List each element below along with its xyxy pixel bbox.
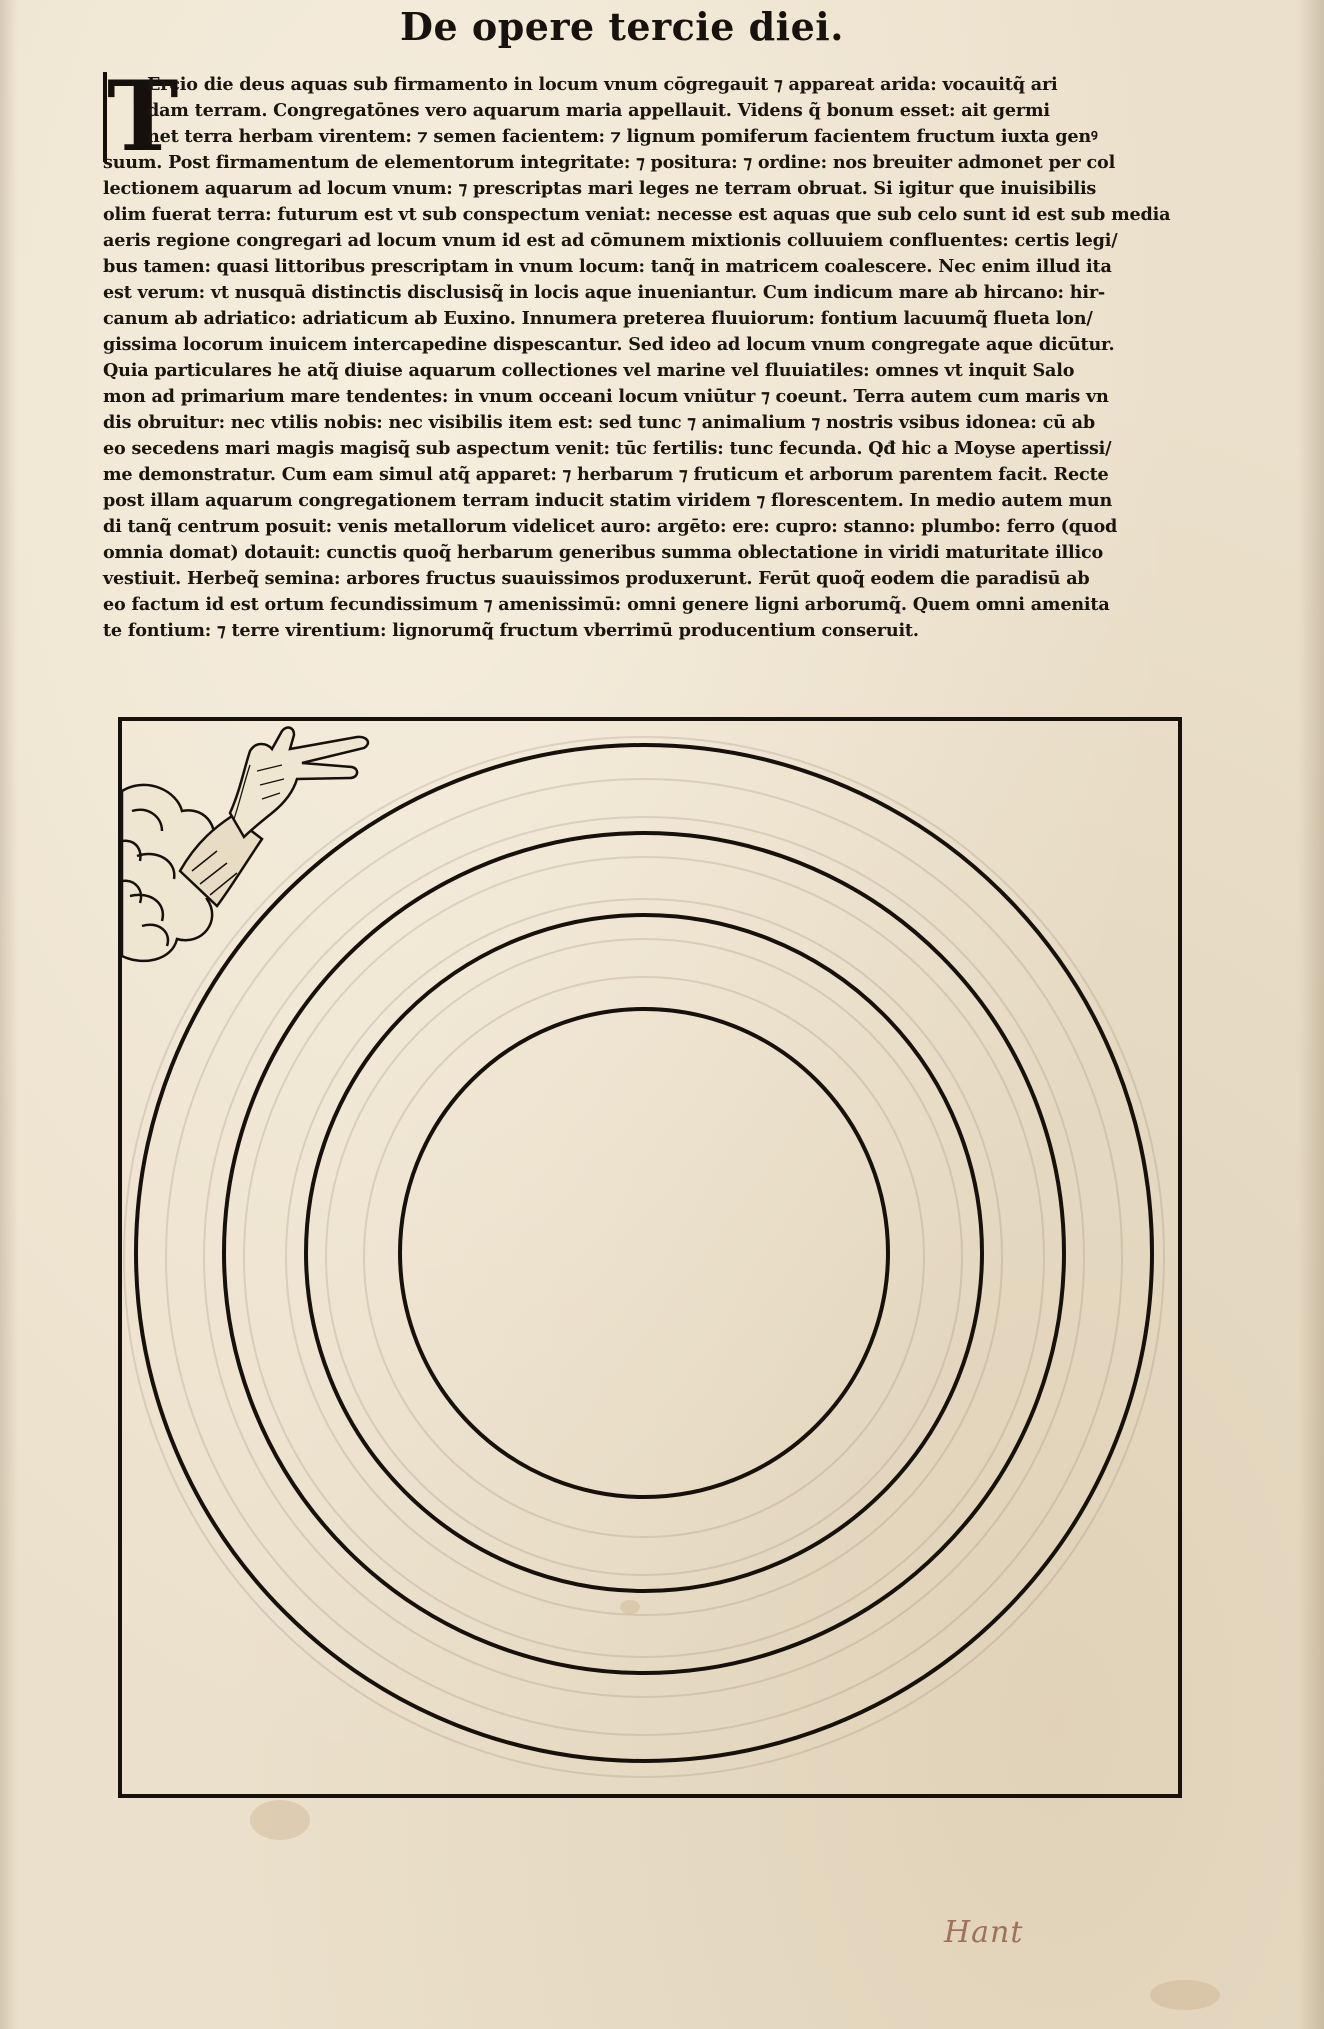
hand-of-god-icon bbox=[122, 728, 368, 961]
text-line: di tanq̃ centrum posuit: venis metallorum videlicet auro: argēto: ere: cupro: stanno: plumbo: ferro (quod bbox=[103, 516, 1118, 537]
text-line: dis obruitur: nec vtilis nobis: nec visibilis item est: sed tunc ⁊ animalium ⁊ nostris vsibus idonea: cū ab bbox=[103, 412, 1095, 433]
handwritten-signature: Hant bbox=[944, 1915, 1024, 1950]
text-line: omnia domat) dotauit: cunctis quoq̃ herbarum generibus summa oblectatione in viridi maturitate illico bbox=[103, 542, 1104, 563]
woodcut-illustration bbox=[118, 717, 1182, 1798]
concentric-rings bbox=[136, 745, 1152, 1761]
text-line: lectionem aquarum ad locum vnum: ⁊ prescriptas mari leges ne terram obruat. Si igitur que inuisibilis bbox=[103, 178, 1097, 199]
second-ring bbox=[224, 833, 1064, 1673]
text-line: te fontium: ⁊ terre virentium: lignorumq̃ fructum vberrimū producentium conseruit. bbox=[103, 620, 919, 641]
text-line: vestiuit. Herbeq̃ semina: arbores fructus suauissimos produxerunt. Ferūt quoq̃ eodem die paradisū ab bbox=[103, 568, 1090, 589]
inner-ring bbox=[400, 1009, 888, 1497]
text-line: Quia particulares he atq̃ diuise aquarum collectiones vel marine vel fluuiatiles: omnes vt inquit Salo bbox=[103, 360, 1075, 381]
page-edge-shadow bbox=[0, 0, 18, 2029]
outer-ring bbox=[136, 745, 1152, 1761]
text-line: mon ad primarium mare tendentes: in vnum occeani locum vniūtur ⁊ coeunt. Terra autem cum maris vn bbox=[103, 386, 1109, 407]
page-title: De opere tercie diei. bbox=[400, 4, 844, 49]
ghost-rings bbox=[124, 737, 1164, 1777]
paper-stain bbox=[250, 1800, 310, 1840]
text-block bbox=[103, 60, 1183, 672]
text-line: aeris regione congregari ad locum vnum id est ad cōmunem mixtionis colluuiem confluentes: certis legi/ bbox=[103, 230, 1118, 251]
creation-diagram bbox=[122, 721, 1178, 1794]
drop-cap: T bbox=[103, 72, 165, 162]
text-line: gissima locorum inuicem intercapedine dispescantur. Sed ideo ad locum vnum congregate aque dicūtur. bbox=[103, 334, 1115, 355]
text-line: post illam aquarum congregationem terram inducit statim viridem ⁊ florescentem. In medio autem mun bbox=[103, 490, 1113, 511]
paper-stain bbox=[1150, 1980, 1220, 2010]
text-line: Ercio die deus aquas sub firmamento in locum vnum cōgregauit ⁊ appareat arida: vocauitq̃ ari bbox=[147, 74, 1058, 95]
text-line: olim fuerat terra: futurum est vt sub conspectum veniat: necesse est aquas que sub celo sunt id est sub media bbox=[103, 204, 1171, 225]
text-line: dam terram. Congregatōnes vero aquarum maria appellauit. Videns q̃ bonum esset: ait germi bbox=[147, 100, 1050, 121]
text-line: est verum: vt nusquā distinctis disclusisq̃ in locis aque inueniantur. Cum indicum mare ab hircano: hir- bbox=[103, 282, 1106, 303]
binding-shadow bbox=[1298, 0, 1324, 2029]
text-line: suum. Post firmamentum de elementorum integritate: ⁊ positura: ⁊ ordine: nos breuiter admonet per col bbox=[103, 152, 1116, 173]
text-line: eo secedens mari magis magisq̃ sub aspectum venit: tūc fertilis: tunc fecunda. Qđ hic a Moyse apertissi/ bbox=[103, 438, 1112, 459]
text-line: canum ab adriatico: adriaticum ab Euxino. Innumera preterea fluuiorum: fontium lacuumq̃ flueta lon/ bbox=[103, 308, 1093, 329]
text-line: bus tamen: quasi littoribus prescriptam in vnum locum: tanq̃ in matricem coalescere. Nec enim illud ita bbox=[103, 256, 1112, 277]
third-ring bbox=[306, 915, 982, 1591]
text-line: eo factum id est ortum fecundissimum ⁊ amenissimū: omni genere ligni arborumq̃. Quem omni amenita bbox=[103, 594, 1110, 615]
text-line: net terra herbam virentem: ⁊ semen facientem: ⁊ lignum pomiferum facientem fructum iuxta genꝰ bbox=[147, 126, 1098, 147]
text-line: me demonstratur. Cum eam simul atq̃ apparet: ⁊ herbarum ⁊ fruticum et arborum parentem facit. Recte bbox=[103, 464, 1109, 485]
